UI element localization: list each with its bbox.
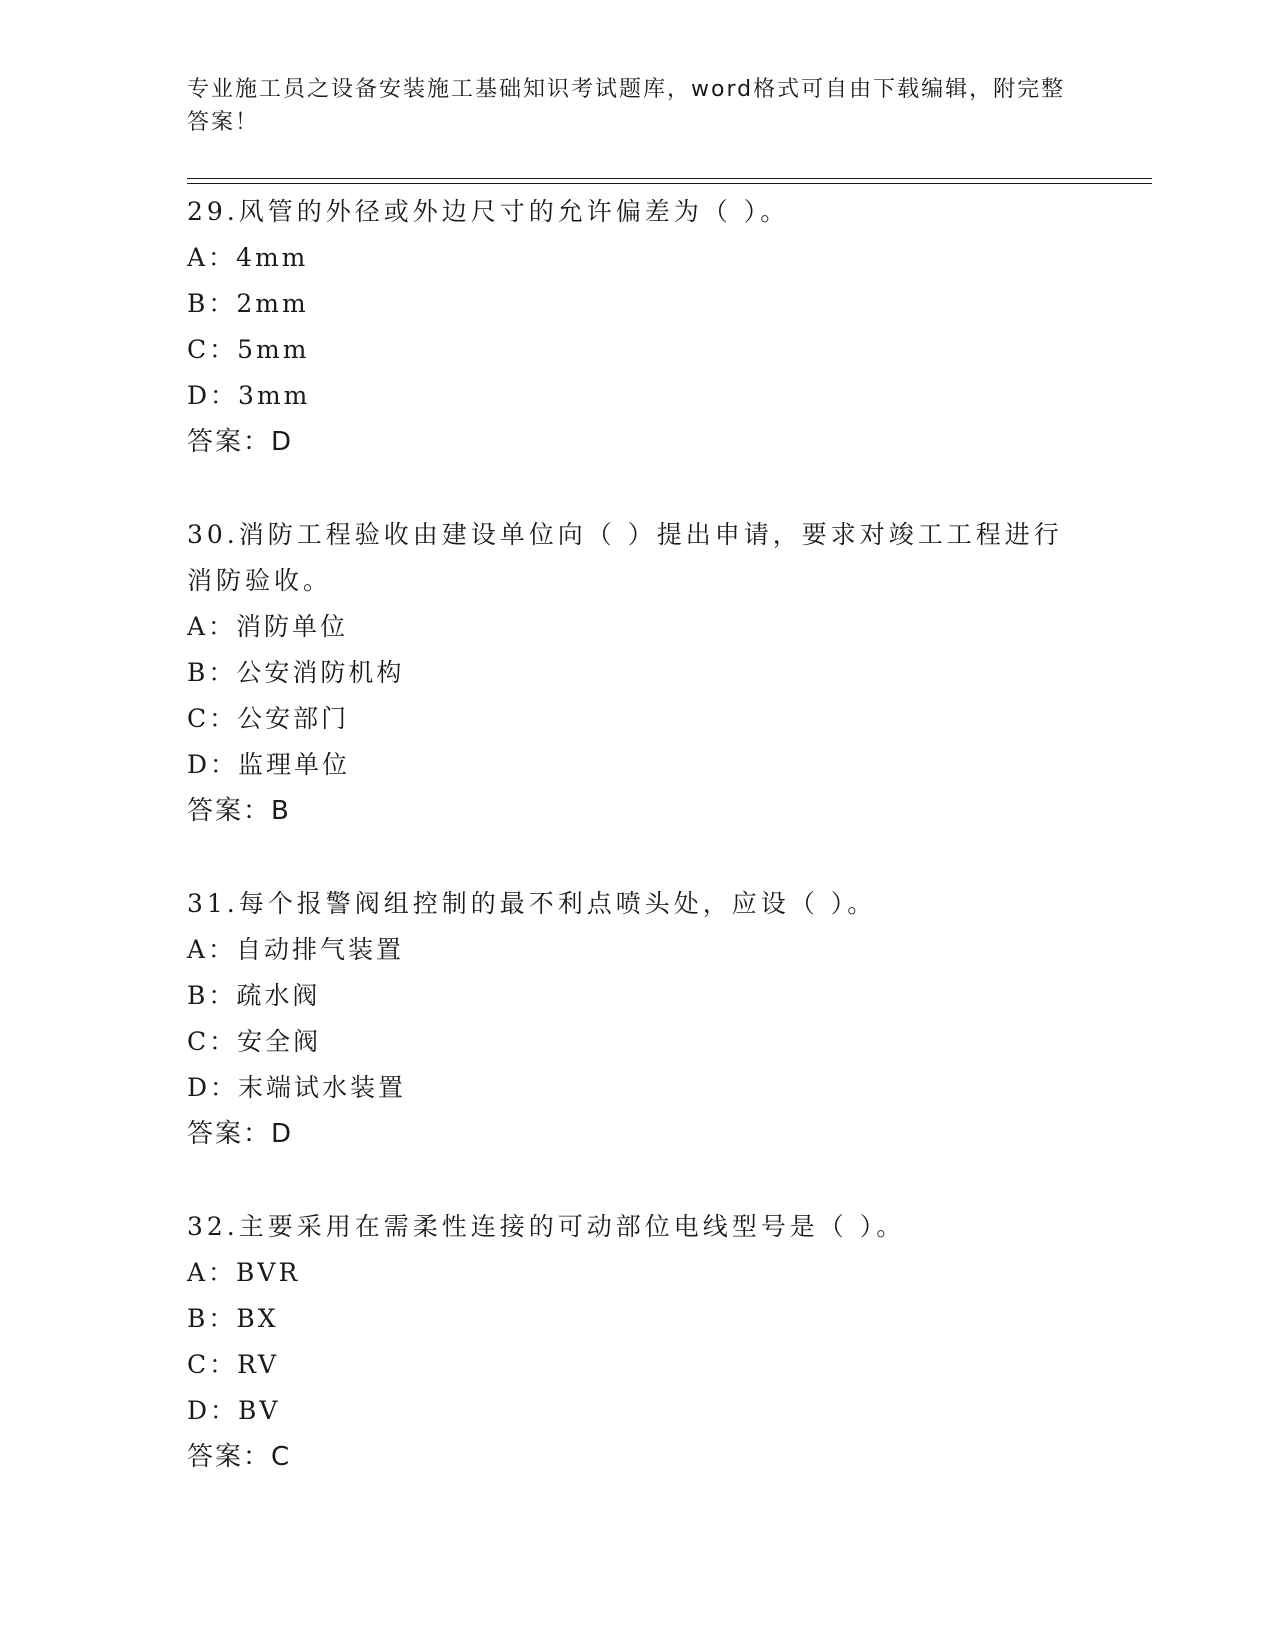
question-stem: 29.风管的外径或外边尺寸的允许偏差为（ ）。	[187, 197, 790, 226]
header-divider-bottom	[187, 183, 1152, 184]
option-c: C：安全阀	[187, 1027, 322, 1056]
document-header: 专业施工员之设备安装施工基础知识考试题库，word格式可自由下载编辑，附完整答案！	[187, 77, 1066, 135]
option-b: B：公安消防机构	[187, 658, 405, 687]
option-a: A：BVR	[187, 1258, 301, 1287]
option-c: C：RV	[187, 1350, 280, 1379]
option-c: C：5mm	[187, 335, 310, 364]
question-stem: 31.每个报警阀组控制的最不利点喷头处，应设（ ）。	[187, 889, 877, 918]
option-d: D：BV	[187, 1396, 281, 1425]
option-b: B：2mm	[187, 289, 309, 318]
answer-text: 答案：C	[187, 1442, 292, 1472]
header-divider-top	[187, 178, 1152, 179]
option-d: D：末端试水装置	[187, 1073, 407, 1102]
option-d: D：监理单位	[187, 750, 351, 779]
question-list	[187, 189, 1087, 1480]
option-b: B：BX	[187, 1304, 279, 1333]
question-32	[187, 1204, 1087, 1480]
answer-text: 答案：B	[187, 796, 291, 826]
question-31	[187, 881, 1087, 1157]
option-b: B：疏水阀	[187, 981, 321, 1010]
question-30	[187, 512, 1087, 834]
option-a: A：消防单位	[187, 612, 349, 641]
answer-text: 答案：D	[187, 1119, 294, 1149]
option-a: A：4mm	[187, 243, 309, 272]
question-stem: 32.主要采用在需柔性连接的可动部位电线型号是（ ）。	[187, 1212, 906, 1241]
option-c: C：公安部门	[187, 704, 350, 733]
option-a: A：自动排气装置	[187, 935, 405, 964]
question-29	[187, 189, 1087, 465]
question-stem: 30.消防工程验收由建设单位向（ ）提出申请，要求对竣工工程进行消防验收。	[187, 520, 1063, 595]
answer-text: 答案：D	[187, 427, 294, 457]
option-d: D：3mm	[187, 381, 311, 410]
